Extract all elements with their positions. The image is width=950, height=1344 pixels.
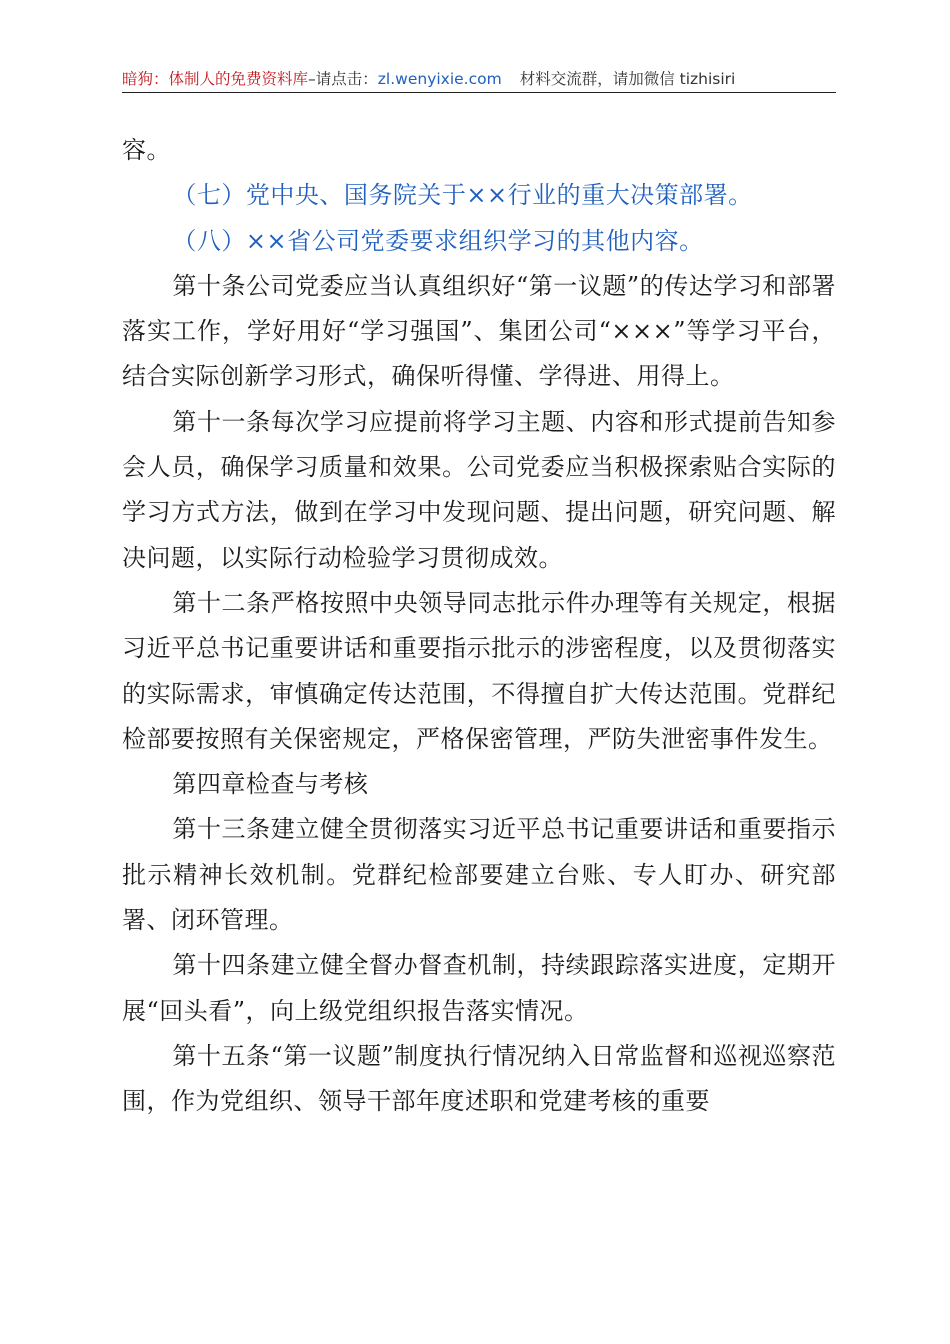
article-15: 第十五条“第一议题”制度执行情况纳入日常监督和巡视巡察范围，作为党组织、领导干部年度述职和党建考核的重要 xyxy=(122,1041,836,1116)
list-item-8: （八）××省公司党委要求组织学习的其他内容。 xyxy=(172,226,704,255)
header-brand: 暗狗：体制人的免费资料库 xyxy=(122,70,309,88)
header-group-note: 材料交流群，请加微信 tizhisiri xyxy=(519,70,736,88)
header-click-prompt: –请点击： xyxy=(308,70,378,88)
article-10: 第十条公司党委应当认真组织好“第一议题”的传达学习和部署落实工作，学好用好“学习强国”、集团公司“×××”等学习平台，结合实际创新学习形式，确保听得懂、学得进、用得上。 xyxy=(122,271,836,391)
article-12: 第十二条严格按照中央领导同志批示件办理等有关规定，根据习近平总书记重要讲话和重要指示批示的涉密程度，以及贯彻落实的实际需求，审慎确定传达范围，不得擅自扩大传达范围。党群纪检部要按照有关保密规定，严格保密管理，严防失泄密事件发生。 xyxy=(122,588,836,753)
list-item-7: （七）党中央、国务院关于××行业的重大决策部署。 xyxy=(172,181,753,210)
header-site-link[interactable]: zl.wenyixie.com xyxy=(377,70,502,88)
chapter-4-heading: 第四章检查与考核 xyxy=(172,770,369,799)
article-11: 第十一条每次学习应提前将学习主题、内容和形式提前告知参会人员，确保学习质量和效果。公司党委应当积极探索贴合实际的学习方式方法，做到在学习中发现问题、提出问题，研究问题、解决问题，以实际行动检验学习贯彻成效。 xyxy=(122,407,836,572)
article-13: 第十三条建立健全贯彻落实习近平总书记重要讲话和重要指示批示精神长效机制。党群纪检部要建立台账、专人盯办、研究部署、闭环管理。 xyxy=(122,815,836,935)
page-header xyxy=(122,66,836,93)
paragraph-continuation: 容。 xyxy=(122,136,171,164)
article-14: 第十四条建立健全督办督查机制，持续跟踪落实进度，定期开展“回头看”，向上级党组织报告落实情况。 xyxy=(122,951,836,1025)
document-body xyxy=(122,128,836,1125)
